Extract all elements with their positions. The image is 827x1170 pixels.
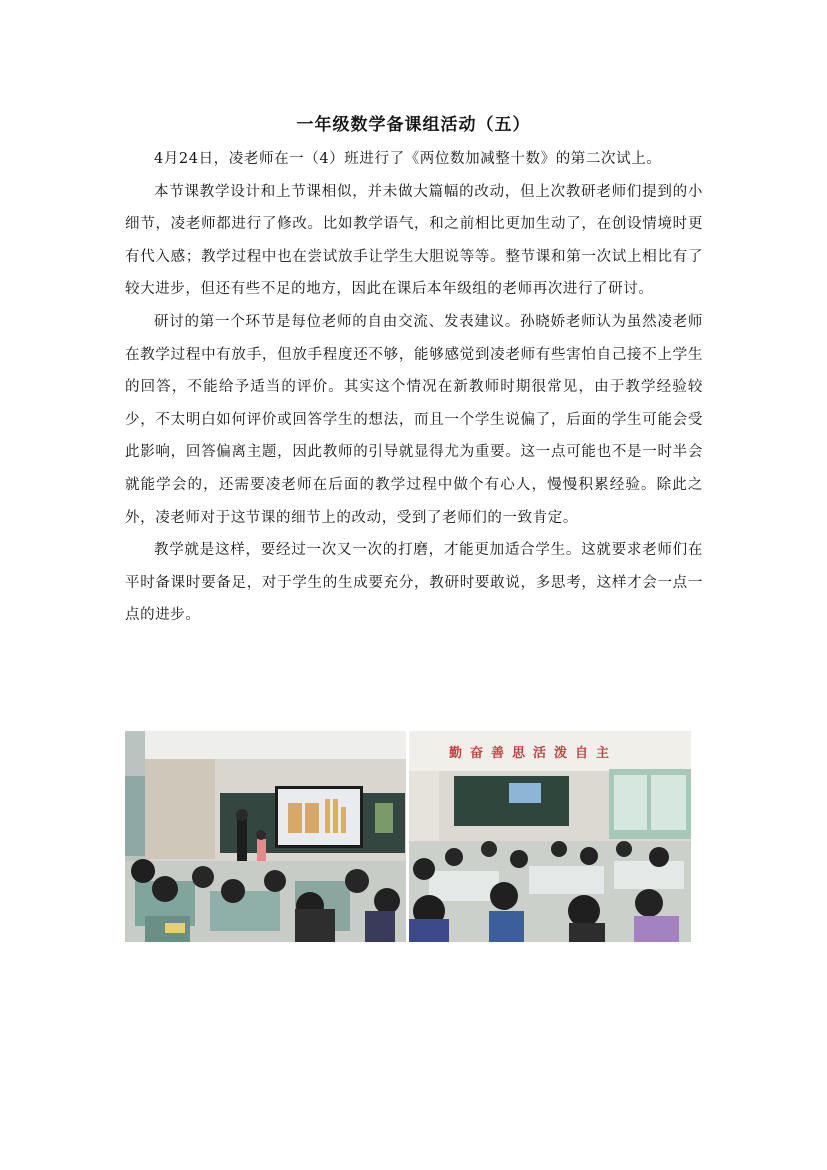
classroom-photo-students: [409, 731, 691, 942]
classroom-photo-teacher-at-board: [125, 731, 406, 942]
paragraph-discussion: 研讨的第一个环节是每位老师的自由交流、发表建议。孙晓娇老师认为虽然凌老师在教学过程中有放手，但放手程度还不够，能够感觉到凌老师有些害怕自己接不上学生的回答，不能给予适当的评价。其实这个情况在新教师时期很常见，由于教学经验较少，不太明白如何评价或回答学生的想法，而且一个学生说偏了，后面的学生可能会受此影响，回答偏离主题，因此教师的引导就显得尤为重要。这一点可能也不是一时半会就能学会的，还需要凌老师在后面的教学过程中做个有心人，慢慢积累经验。除此之外，凌老师对于这节课的细节上的改动，受到了老师们的一致肯定。: [125, 313, 703, 526]
photo-row: [125, 731, 691, 942]
paragraph-conclusion: 教学就是这样，要经过一次又一次的打磨，才能更加适合学生。这就要求老师们在平时备课时要备足，对于学生的生成要充分，教研时要敢说，多思考，这样才会一点一点的进步。: [125, 542, 703, 624]
paragraph-date-intro: 4月24日，凌老师在一（4）班进行了《两位数加减整十数》的第二次试上。: [154, 151, 662, 167]
paragraph-lesson-summary: 本节课教学设计和上节课相似，并未做大篇幅的改动，但上次教研老师们提到的小细节，凌老师都进行了修改。比如教学语气，和之前相比更加生动了，在创设情境时更有代入感；教学过程中也在尝试放手让学生大胆说等等。整节课和第一次试上相比有了较大进步，但还有些不足的地方，因此在课后本年级组的老师再次进行了研讨。: [125, 183, 703, 298]
banner-text: 勤奋善思活泼自主: [449, 746, 618, 761]
article-body: [125, 143, 703, 632]
page-title: 一年级数学备课组活动（五）: [296, 115, 531, 135]
